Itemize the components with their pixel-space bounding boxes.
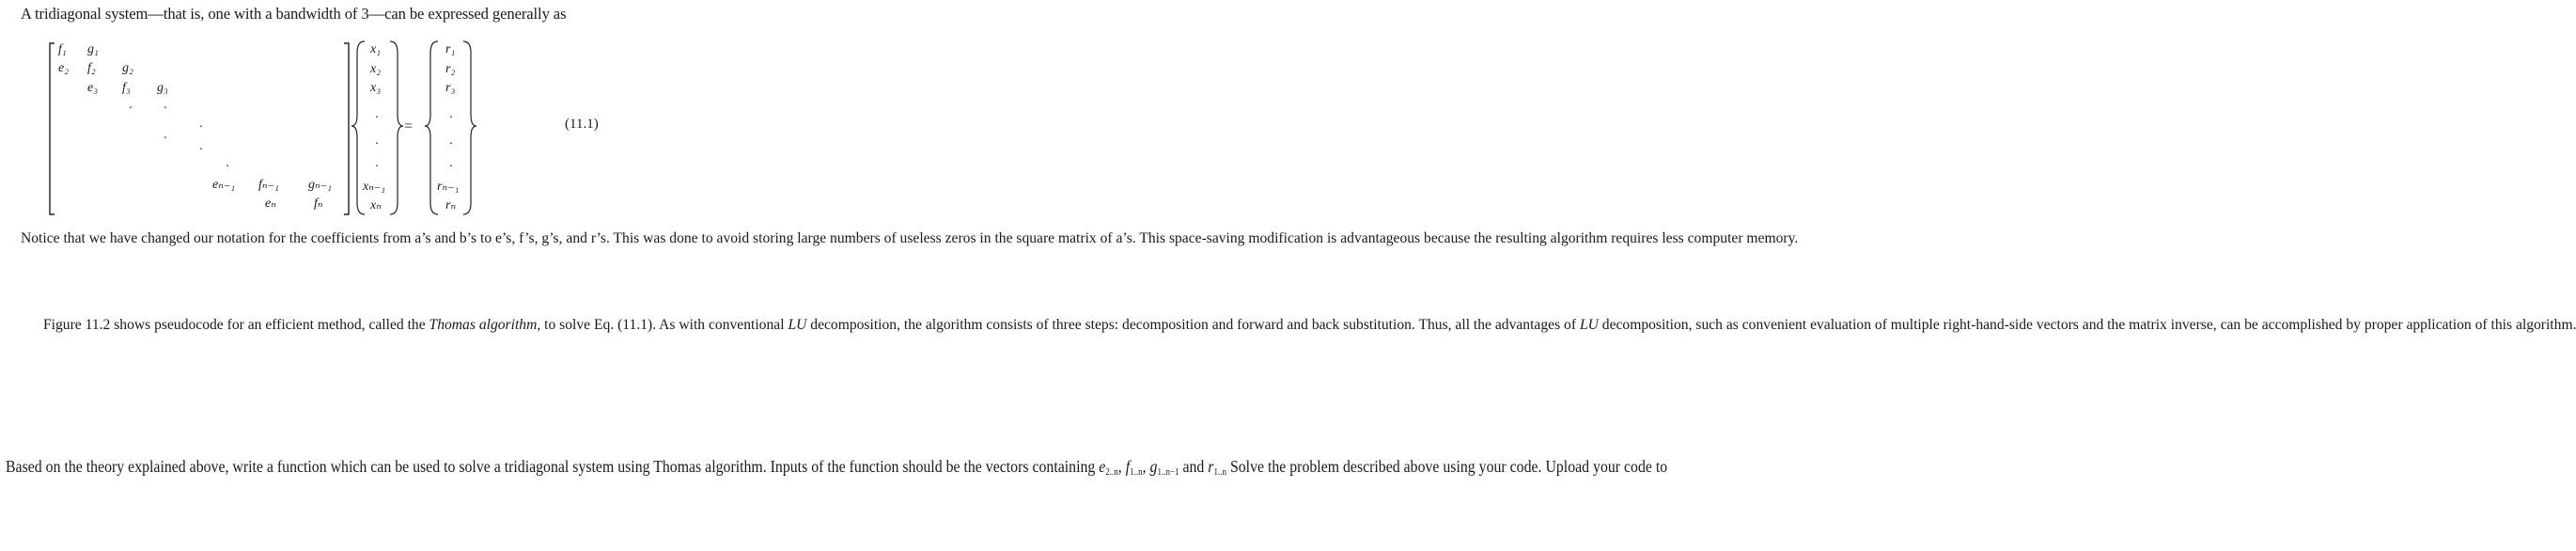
matrix-f3: f₃ <box>122 81 131 95</box>
task-text-1: Based on the theory explained above, write a function which can be used to solve a tridiagonal system using Thomas algorithm. Inputs of the function should be the vectors containing <box>6 457 1100 476</box>
task-text-2: Solve the problem described above using your code. Upload your code to <box>1226 457 1668 476</box>
lu-term: LU <box>788 317 807 333</box>
vector-x-n: xₙ <box>370 198 382 213</box>
matrix-f-n-1: fₙ₋₁ <box>258 178 279 192</box>
vector-x-n-1: xₙ₋₁ <box>363 180 386 194</box>
p2-text-a: Figure 11.2 shows pseudocode for an efficient method, called the <box>43 317 429 333</box>
task-f-symbol: f <box>1125 457 1131 476</box>
lu-term-2: LU <box>1579 317 1599 333</box>
intro-sentence: A tridiagonal system—that is, one with a bandwidth of 3—can be expressed generally as <box>21 5 567 23</box>
matrix-g3: g₃ <box>157 81 168 95</box>
vector-dot: · <box>375 137 379 151</box>
vector-dot: · <box>449 160 453 174</box>
matrix-e-n-1: eₙ₋₁ <box>212 178 236 192</box>
assignment-task <box>6 453 1668 486</box>
matrix-f2: f₂ <box>87 61 96 75</box>
equation-number: (11.1) <box>565 117 599 132</box>
vector-x2: x₂ <box>370 62 382 76</box>
vector-x3: x₃ <box>370 81 382 95</box>
p2-text-c: decomposition, the algorithm consists of three steps: decomposition and forward and back substitution. Thus, all the advantages of <box>806 317 1580 333</box>
task-separator: and <box>1179 457 1209 476</box>
paragraph-thomas <box>21 315 2576 336</box>
task-separator: , <box>1142 457 1150 476</box>
matrix-g1: g₁ <box>87 42 99 56</box>
vector-dot: · <box>375 111 379 125</box>
vector-dot: · <box>375 160 379 174</box>
matrix-e-n: eₙ <box>265 197 276 211</box>
vector-dot: · <box>449 111 453 125</box>
matrix-e3: e₃ <box>87 81 99 95</box>
matrix-g2: g₂ <box>122 61 133 75</box>
task-r-symbol: r <box>1208 457 1214 476</box>
task-g-symbol: g <box>1149 457 1158 476</box>
thomas-algorithm-term: Thomas algorithm, <box>429 317 541 333</box>
task-f-subscript: 1..n <box>1130 467 1143 478</box>
equals-sign: = <box>404 118 414 134</box>
matrix-dot: · <box>199 143 203 157</box>
task-g-subscript: 1..n−1 <box>1157 467 1179 478</box>
p2-text-d: decomposition, such as convenient evaluation of multiple right-hand-side vectors and the matrix inverse, can be accomplished by proper application of this algorithm. <box>1598 317 2576 333</box>
paragraph-notation: Notice that we have changed our notation for the coefficients from a’s and b’s to e’s, f’s, g’s, and r’s. This was done to avoid storing large numbers of useless zeros in the square matrix of a’s. This space-saving modification is advantageous because the resulting algorithm requires less computer memory. <box>21 230 1799 246</box>
task-e-symbol: e <box>1099 457 1106 476</box>
task-separator: , <box>1117 457 1126 476</box>
matrix-dot: · <box>226 160 229 174</box>
task-r-subscript: 1..n <box>1213 467 1226 478</box>
vector-r-n: rₙ <box>445 198 457 213</box>
vector-r3: r₃ <box>445 81 456 95</box>
matrix-dot: · <box>164 132 167 146</box>
vector-r1: r₁ <box>445 42 456 56</box>
vector-x1: x₁ <box>370 42 382 56</box>
matrix-dot: · <box>164 102 167 116</box>
vector-dot: · <box>449 137 453 151</box>
matrix-f1: f₁ <box>58 42 67 56</box>
task-e-subscript: 2..n <box>1105 467 1118 478</box>
vector-r2: r₂ <box>445 62 456 76</box>
p2-text-b: to solve Eq. (11.1). As with conventional <box>540 317 788 333</box>
matrix-e2: e₂ <box>58 61 70 75</box>
matrix-dot: · <box>199 120 203 134</box>
matrix-dot: · <box>129 102 133 116</box>
matrix-f-n: fₙ <box>314 197 323 211</box>
matrix-g-n-1: gₙ₋₁ <box>308 178 332 192</box>
vector-r-n-1: rₙ₋₁ <box>437 180 460 194</box>
